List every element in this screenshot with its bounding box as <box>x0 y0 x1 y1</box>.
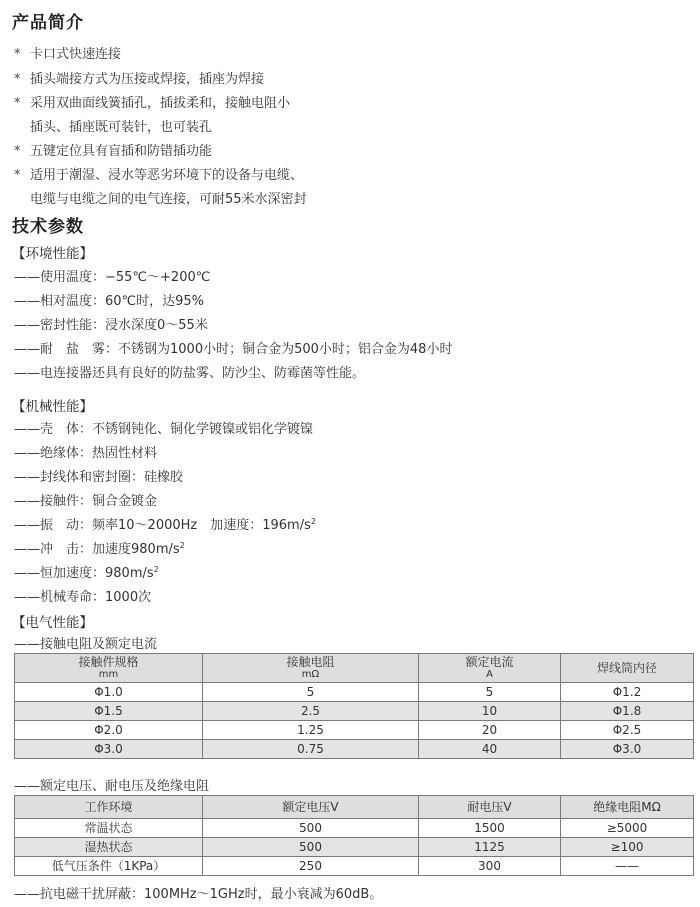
table-row <box>15 740 694 759</box>
table-cell: 250 <box>203 857 419 876</box>
table-cell: Φ1.0 <box>15 683 203 702</box>
bullet-item-2: * 插头端接方式为压接或焊接，插座为焊接 <box>14 72 265 87</box>
mech-item-shell: ——壳 体：不锈钢钝化、铜化学镀镍或铝化学镀镍 <box>14 422 314 437</box>
tech-params-title: 技术参数 <box>12 217 84 237</box>
header-cell: 接触件规格 mm <box>15 654 203 683</box>
header-cell: 接触电阻 mΩ <box>203 654 419 683</box>
bullet-star: * <box>14 168 21 183</box>
table2-caption: ——额定电压、耐电压及绝缘电阻 <box>14 779 210 794</box>
table-cell: 2.5 <box>203 702 419 721</box>
table-cell: 常温状态 <box>15 819 203 838</box>
table-header-row <box>15 796 694 819</box>
table-cell: Φ1.5 <box>15 702 203 721</box>
table-cell: ≥100 <box>561 838 694 857</box>
mech-item-life: ——机械寿命：1000次 <box>14 590 152 605</box>
bullet-item-1: * 卡口式快速连接 <box>14 47 122 62</box>
table-cell: 1125 <box>419 838 561 857</box>
mech-item-insulator: ——绝缘体：热固性材料 <box>14 446 158 461</box>
table-cell: 0.75 <box>203 740 419 759</box>
table-row <box>15 702 694 721</box>
mech-heading: 【机械性能】 <box>12 399 93 415</box>
table-cell: ≥5000 <box>561 819 694 838</box>
bullet-star: * <box>14 144 21 159</box>
table-header-row <box>15 654 694 683</box>
table-cell: 湿热状态 <box>15 838 203 857</box>
env-item-temperature: ——使用温度：−55℃～+200℃ <box>14 270 211 285</box>
header-cell: 工作环境 <box>15 796 203 819</box>
table-cell: Φ2.0 <box>15 721 203 740</box>
table-cell: 低气压条件（1KPa） <box>15 857 203 876</box>
bullet-star: * <box>14 96 21 111</box>
elec-heading: 【电气性能】 <box>12 615 93 631</box>
env-item-humidity: ——相对温度：60℃时，达95% <box>14 294 205 309</box>
table1-caption: ——接触电阻及额定电流 <box>14 637 158 652</box>
bullet-item-4: * 五键定位具有盲插和防错插功能 <box>14 144 213 159</box>
table-row <box>15 819 694 838</box>
table-cell: 500 <box>203 838 419 857</box>
table-cell: Φ1.8 <box>561 702 694 721</box>
contact-resistance-table <box>14 653 694 759</box>
bullet-item-5: * 适用于潮湿、浸水等恶劣环境下的设备与电缆、 <box>14 168 304 183</box>
mech-item-seal: ——封线体和密封圈：硅橡胶 <box>14 470 184 485</box>
env-item-other: ——电连接器还具有良好的防盐雾、防沙尘、防霉菌等性能。 <box>14 366 366 381</box>
table-cell: 300 <box>419 857 561 876</box>
bullet-star: * <box>14 72 21 87</box>
bullet-item-3: * 采用双曲面线簧插孔，插拔柔和，接触电阻小 <box>14 96 291 111</box>
voltage-insulation-table <box>14 795 694 876</box>
table-cell: 5 <box>203 683 419 702</box>
table-cell: 20 <box>419 721 561 740</box>
table-cell: 1500 <box>419 819 561 838</box>
table-cell: Φ3.0 <box>15 740 203 759</box>
mech-item-contact: ——接触件：铜合金镀金 <box>14 494 158 509</box>
table-row <box>15 838 694 857</box>
table-cell: 10 <box>419 702 561 721</box>
mech-item-shock: ——冲 击：加速度$980m/s^2$ <box>14 541 185 557</box>
table-cell: 40 <box>419 740 561 759</box>
mech-item-vibration: ——振 动：频率10～2000Hz 加速度：$196m/s^2$ <box>14 517 316 533</box>
header-cell: 绝缘电阻MΩ <box>561 796 694 819</box>
env-heading: 【环境性能】 <box>12 246 93 262</box>
table-cell: Φ1.2 <box>561 683 694 702</box>
table-cell: 5 <box>419 683 561 702</box>
table-row <box>15 857 694 876</box>
env-item-salt-spray: ——耐 盐 雾：不锈钢为1000小时；铜合金为500小时；铝合金为48小时 <box>14 342 453 357</box>
table-cell: Φ2.5 <box>561 721 694 740</box>
header-cell: 焊线筒内径 <box>561 654 694 683</box>
emi-shielding: ——抗电磁干扰屏蔽：100MHz～1GHz时，最小衰减为60dB。 <box>14 887 383 902</box>
table-cell: —— <box>561 857 694 876</box>
table-row <box>15 721 694 740</box>
bullet-item-3-cont: 插头、插座既可装针，也可装孔 <box>30 120 213 135</box>
bullet-item-5-cont: 电缆与电缆之间的电气连接，可耐55米水深密封 <box>30 192 307 207</box>
table-cell: 500 <box>203 819 419 838</box>
env-item-sealing: ——密封性能：浸水深度0～55米 <box>14 318 208 333</box>
header-cell: 额定电流 A <box>419 654 561 683</box>
table-row <box>15 683 694 702</box>
product-intro-title: 产品简介 <box>12 13 84 33</box>
header-cell: 额定电压V <box>203 796 419 819</box>
mech-item-accel: ——恒加速度：$980m/s^2$ <box>14 565 159 581</box>
table-cell: Φ3.0 <box>561 740 694 759</box>
bullet-star: * <box>14 47 21 62</box>
table-cell: 1.25 <box>203 721 419 740</box>
header-cell: 耐电压V <box>419 796 561 819</box>
